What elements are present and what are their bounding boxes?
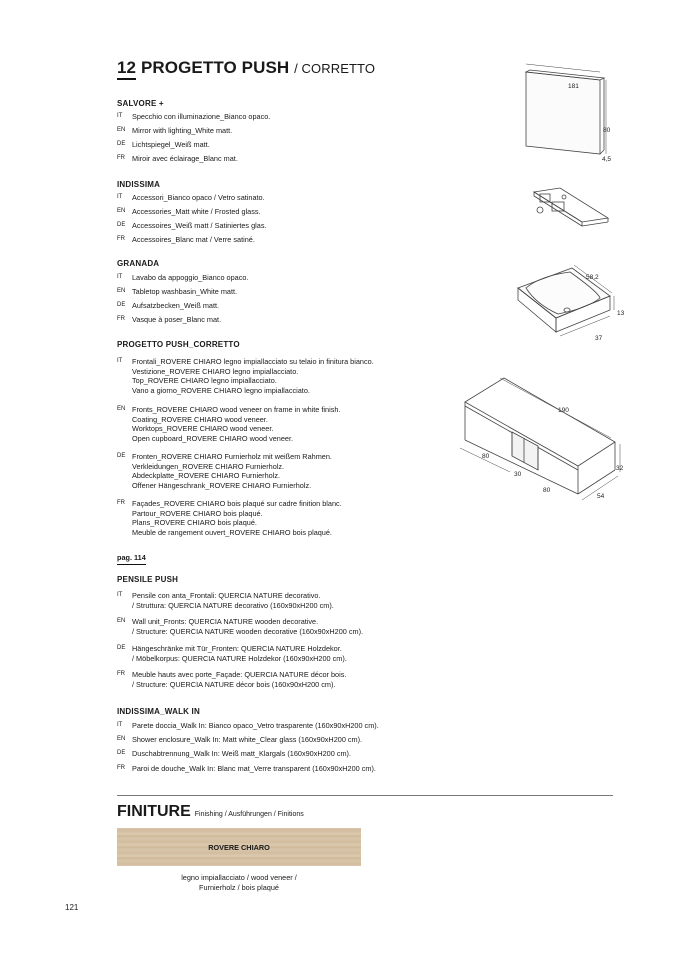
- section-heading: PENSILE PUSH: [117, 575, 179, 584]
- spec-line: DE Duschabtrennung_Walk In: Weiß matt_Klargals (160x90xH200 cm).: [117, 749, 352, 758]
- spec-line: IT Specchio con illuminazione_Bianco opaco.: [117, 112, 271, 121]
- spec-block: EN Fronts_ROVERE CHIARO wood veneer on frame in white finish. Coating_ROVERE CHIARO wood veneer. Worktops_ROVERE CHIARO wood veneer. Open cupboard_ROVERE CHIARO wood veneer.: [117, 405, 341, 443]
- section-divider: [117, 795, 613, 796]
- cabinet-drawing: [460, 378, 620, 500]
- mirror-height-label: 80: [603, 127, 611, 134]
- finish-swatch-label: ROVERE CHIARO: [208, 842, 270, 852]
- finishes-title: [117, 803, 304, 821]
- spec-line: IT Parete doccia_Walk In: Bianco opaco_Vetro trasparente (160x90xH200 cm).: [117, 721, 379, 730]
- basin-height-label: 13: [617, 310, 625, 317]
- spec-line: IT Lavabo da appoggio_Bianco opaco.: [117, 273, 249, 282]
- spec-block: DE Hängeschränke mit Tür_Fronten: QUERCIA NATURE Holzdekor. / Möbelkorpus: QUERCIA NATURE Holzdekor (160x90xH200 cm).: [117, 644, 347, 663]
- cabinet-width-label: 190: [558, 407, 569, 414]
- section-heading: INDISSIMA_WALK IN: [117, 707, 200, 716]
- chapter-title: PROGETTO PUSH: [140, 58, 290, 77]
- spec-line: DE Accessoires_Weiß matt / Satiniertes glas.: [117, 221, 267, 230]
- spec-line: EN Accessories_Matt white / Frosted glass.: [117, 207, 261, 216]
- spec-line: EN Tabletop washbasin_White matt.: [117, 287, 238, 296]
- cabinet-module-c-label: 80: [543, 487, 551, 494]
- mirror-width-label: 181: [568, 83, 579, 90]
- spec-block: FR Façades_ROVERE CHIARO bois plaqué sur cadre finition blanc. Partour_ROVERE CHIARO bois plaqué. Plans_ROVERE CHIARO bois plaqué. Meuble de rangement ouvert_ROVERE CHIARO bois plaqué.: [117, 499, 342, 537]
- spec-line: FR Paroi de douche_Walk In: Blanc mat_Verre transparent (160x90xH200 cm).: [117, 764, 376, 773]
- cabinet-height-label: 32: [616, 465, 624, 472]
- spec-line: FR Vasque à poser_Blanc mat.: [117, 315, 222, 324]
- chapter-subtitle: / CORRETTO: [294, 61, 376, 76]
- mirror-depth-label: 4,5: [602, 156, 612, 163]
- spec-block: EN Wall unit_Fronts: QUERCIA NATURE wooden decorative. / Structure: QUERCIA NATURE wooden decorative (160x90xH200 cm).: [117, 617, 364, 636]
- section-heading: GRANADA: [117, 259, 160, 268]
- spec-line: FR Miroir avec éclairage_Blanc mat.: [117, 154, 238, 163]
- spec-line: DE Aufsatzbecken_Weiß matt.: [117, 301, 220, 310]
- mirror-drawing: [526, 64, 606, 154]
- basin-depth-label: 37: [595, 335, 603, 342]
- chapter-number: 12: [117, 58, 136, 80]
- spec-block: IT Frontali_ROVERE CHIARO legno impiallacciato su telaio in finitura bianco. Vestizione_ROVERE CHIARO legno impiallacciato. Top_ROVERE CHIARO legno impiallacciato. Vano a giorno_ROVERE CHIARO legno impiallacciato.: [117, 357, 374, 395]
- cabinet-module-a-label: 80: [482, 453, 490, 460]
- page-reference: pag. 114: [117, 553, 146, 565]
- technical-drawings: [440, 60, 640, 510]
- spec-block: FR Meuble hauts avec porte_Façade: QUERCIA NATURE décor bois. / Structure: QUERCIA NATURE décor bois (160x90xH200 cm).: [117, 670, 347, 689]
- section-heading: PROGETTO PUSH_CORRETTO: [117, 340, 240, 349]
- washbasin-drawing: [518, 265, 614, 336]
- cabinet-module-b-label: 30: [514, 471, 522, 478]
- spec-line: EN Shower enclosure_Walk In: Matt white_Clear glass (160x90xH200 cm).: [117, 735, 363, 744]
- section-heading: SALVORE +: [117, 99, 164, 108]
- spec-line: FR Accessoires_Blanc mat / Verre satiné.: [117, 235, 255, 244]
- spec-block: IT Pensile con anta_Frontali: QUERCIA NATURE decorativo. / Struttura: QUERCIA NATURE decorativo (160x90xH200 cm).: [117, 591, 334, 610]
- basin-width-label: 58,2: [586, 274, 599, 281]
- accessories-drawing: [534, 188, 608, 226]
- finish-description: legno impiallacciato / wood veneer / Furnierholz / bois plaqué: [181, 873, 297, 892]
- spec-line: IT Accessori_Bianco opaco / Vetro satinato.: [117, 193, 265, 202]
- spec-block: DE Fronten_ROVERE CHIARO Furnierholz mit weißem Rahmen. Verkleidungen_ROVERE CHIARO Furnierholz. Abdeckplatte_ROVERE CHIARO Furnierholz. Offener Hängeschrank_ROVERE CHIARO Furnierholz.: [117, 452, 332, 490]
- spec-line: DE Lichtspiegel_Weiß matt.: [117, 140, 210, 149]
- finish-swatch: [117, 828, 361, 866]
- finishes-subtitle: Finishing / Ausführungen / Finitions: [194, 811, 304, 818]
- finishes-heading: FINITURE: [117, 803, 191, 820]
- page-number: 121: [65, 903, 79, 912]
- section-heading: INDISSIMA: [117, 180, 161, 189]
- spec-line: EN Mirror with lighting_White matt.: [117, 126, 233, 135]
- cabinet-depth-label: 54: [597, 493, 605, 500]
- page-title: [117, 58, 375, 78]
